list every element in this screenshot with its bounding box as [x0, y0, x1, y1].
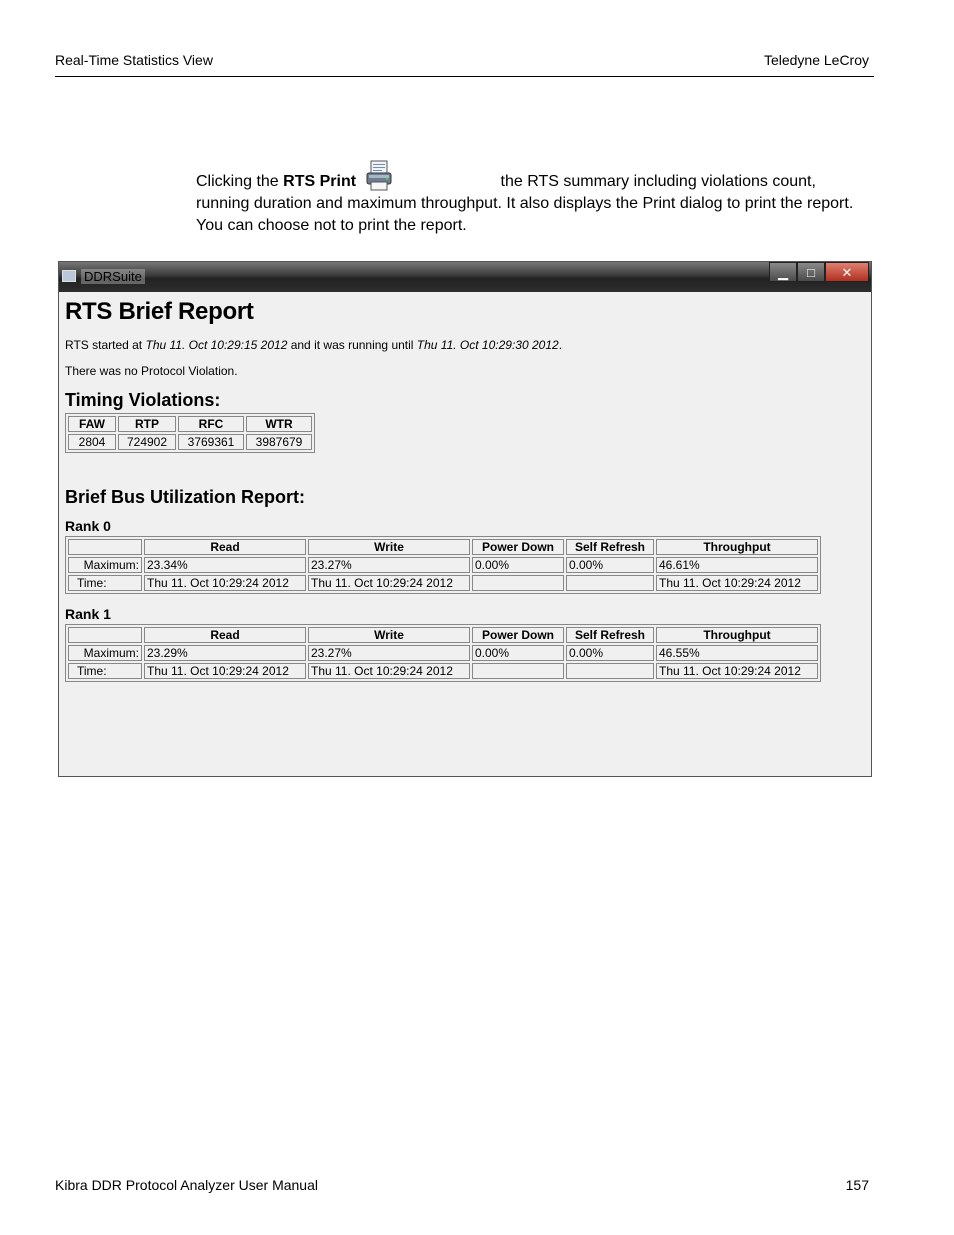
cell: Thu 11. Oct 10:29:24 2012: [308, 575, 470, 591]
row-label: Maximum:: [68, 557, 142, 573]
cell: Thu 11. Oct 10:29:24 2012: [656, 575, 818, 591]
cell: Thu 11. Oct 10:29:24 2012: [308, 663, 470, 679]
cell: 0.00%: [566, 645, 654, 661]
col-header-self-refresh: Self Refresh: [566, 539, 654, 555]
rank-1-label: Rank 1: [65, 606, 111, 622]
cell: 23.27%: [308, 557, 470, 573]
close-icon: ✕: [841, 264, 853, 280]
col-header-self-refresh: Self Refresh: [566, 627, 654, 643]
cell: 0.00%: [472, 557, 564, 573]
rank-0-label: Rank 0: [65, 518, 111, 534]
timing-header-rtp: RTP: [118, 416, 176, 432]
col-header-read: Read: [144, 627, 306, 643]
header-rule: [55, 76, 874, 77]
cell: [566, 663, 654, 679]
maximize-button[interactable]: [797, 262, 825, 282]
cell: [472, 575, 564, 591]
col-header-power-down: Power Down: [472, 539, 564, 555]
row-label: Maximum:: [68, 645, 142, 661]
maximize-icon: □: [807, 264, 815, 280]
intro-text: the RTS summary including violations count, running duration and maximum throughput. It also displays the Print dialog to print the report. You can choose not to print the report.: [196, 173, 854, 234]
ddrsuite-window: [58, 261, 872, 777]
footer-page-number: 157: [845, 1177, 869, 1193]
rank-1-table: [65, 624, 821, 682]
report-title: RTS Brief Report: [65, 298, 254, 325]
cell: 0.00%: [472, 645, 564, 661]
running-until-text: and it was running until: [287, 338, 417, 352]
minimize-button[interactable]: [769, 262, 797, 282]
table-row: [68, 663, 818, 679]
ended-at: Thu 11. Oct 10:29:30 2012: [416, 338, 559, 352]
cell: 46.61%: [656, 557, 818, 573]
cell: Thu 11. Oct 10:29:24 2012: [144, 663, 306, 679]
intro-paragraph: [196, 160, 871, 237]
col-header-throughput: Throughput: [656, 627, 818, 643]
printer-icon: [365, 160, 393, 192]
page-header-left: Real-Time Statistics View: [55, 52, 213, 68]
period: .: [558, 338, 563, 352]
started-at: Thu 11. Oct 10:29:15 2012: [145, 338, 288, 352]
rts-print-label: RTS Print: [283, 173, 357, 190]
row-label: Time:: [68, 575, 142, 591]
cell: [566, 575, 654, 591]
window-titlebar[interactable]: [59, 262, 871, 292]
app-icon: [62, 270, 76, 282]
footer-manual-title: Kibra DDR Protocol Analyzer User Manual: [55, 1177, 318, 1193]
rank-0-table: [65, 536, 821, 594]
row-label: Time:: [68, 663, 142, 679]
report-content: [65, 298, 865, 682]
col-header-write: Write: [308, 627, 470, 643]
cell: Thu 11. Oct 10:29:24 2012: [144, 575, 306, 591]
close-button[interactable]: [825, 262, 869, 282]
timing-value-rfc: 3769361: [178, 434, 244, 450]
cell: Thu 11. Oct 10:29:24 2012: [656, 663, 818, 679]
run-summary: [65, 338, 865, 352]
col-header-read: Read: [144, 539, 306, 555]
col-header: [68, 627, 142, 643]
window-controls: [769, 262, 869, 282]
protocol-line: There was no Protocol Violation.: [65, 364, 238, 378]
window-title: DDRSuite: [81, 269, 145, 284]
col-header-throughput: Throughput: [656, 539, 818, 555]
timing-violations-table: [65, 413, 315, 453]
minimize-icon: ▁: [778, 264, 788, 280]
cell: 23.27%: [308, 645, 470, 661]
col-header-power-down: Power Down: [472, 627, 564, 643]
bus-heading: Brief Bus Utilization Report:: [65, 487, 306, 507]
timing-header-wtr: WTR: [246, 416, 312, 432]
timing-value-rtp: 724902: [118, 434, 176, 450]
timing-value-wtr: 3987679: [246, 434, 312, 450]
table-row: [68, 557, 818, 573]
cell: 23.34%: [144, 557, 306, 573]
cell: 46.55%: [656, 645, 818, 661]
col-header-write: Write: [308, 539, 470, 555]
timing-header-rfc: RFC: [178, 416, 244, 432]
timing-header-faw: FAW: [68, 416, 116, 432]
table-row: [68, 575, 818, 591]
table-row: [68, 645, 818, 661]
timing-value-faw: 2804: [68, 434, 116, 450]
page-header-right: Teledyne LeCroy: [763, 52, 869, 68]
started-prefix: RTS started at: [65, 338, 146, 352]
timing-heading: Timing Violations:: [65, 390, 221, 410]
cell: [472, 663, 564, 679]
col-header: [68, 539, 142, 555]
cell: 23.29%: [144, 645, 306, 661]
intro-prefix: Clicking the: [196, 173, 284, 190]
cell: 0.00%: [566, 557, 654, 573]
